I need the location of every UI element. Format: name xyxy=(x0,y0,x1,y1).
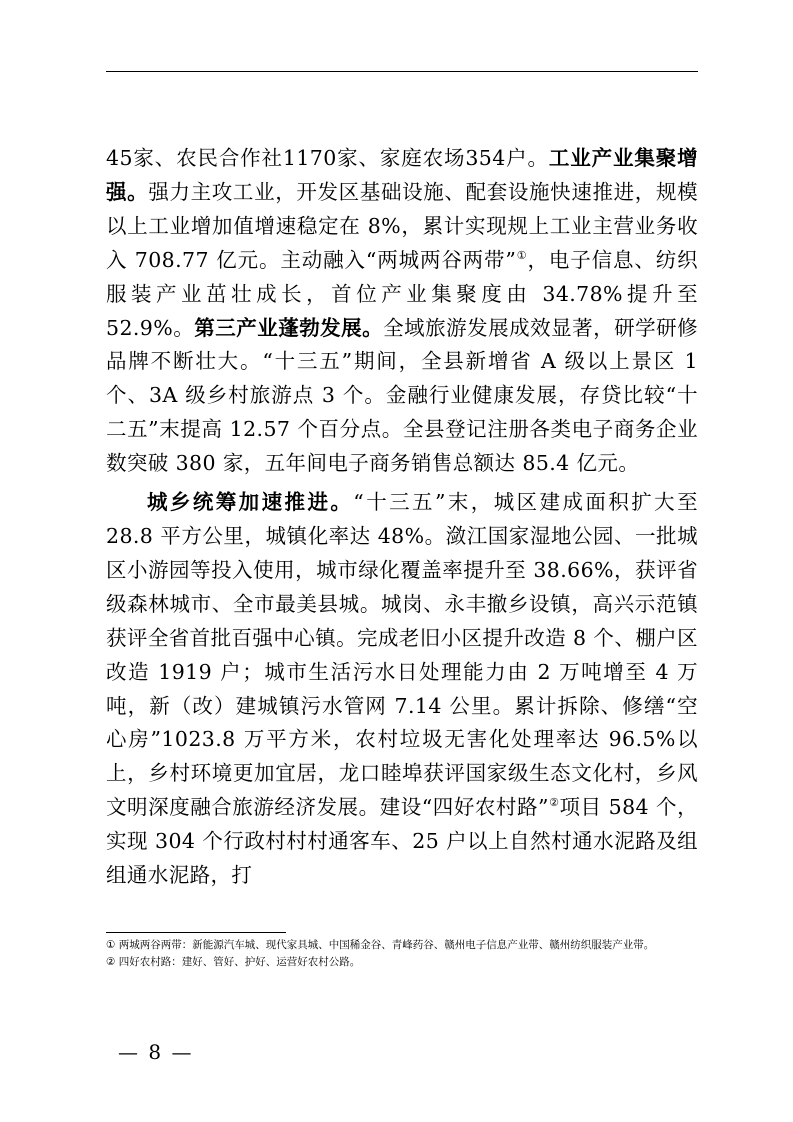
paragraph-2 xyxy=(106,486,698,893)
page-number: — 8 — xyxy=(118,1040,194,1064)
footnote-ref-2: ② xyxy=(548,796,560,810)
footnote-rule xyxy=(106,932,286,933)
footnote-1: ① 两城两谷两带：新能源汽车城、现代家具城、中国稀金谷、青峰药谷、赣州电子信息产业带、赣州纺织服装产业带。 xyxy=(106,939,655,951)
heading-industry: 工业产业集聚增强。 xyxy=(106,146,698,204)
footnotes xyxy=(106,937,698,971)
text-span: 强力主攻工业，开发区基础设施、配套设施快速推进，规模以上工业增加值增速稳定在 8%，累计实现规上工业主营业务收入 708.77 亿元。主动融入“两城两谷两带” xyxy=(106,179,698,272)
body-text xyxy=(106,142,698,893)
heading-urban-rural: 城乡统筹加速推进。 xyxy=(147,490,354,515)
text-span: 项目 584 个，实现 304 个行政村村村通客车、25 户以上自然村通水泥路及组组通水泥路，打 xyxy=(106,795,698,888)
text-span: ，电子信息、纺织服装产业茁壮成长，首位产业集聚度由 34.78%提升至 52.9%。 xyxy=(106,247,699,340)
text-span: “十三五”末，城区建成面积扩大至 28.8 平方公里，城镇化率达 48%。潋江国家湿地公园、一批城区小游园等投入使用，城市绿化覆盖率提升至 38.66%，获评省级森林城市、全市最美县城。城岗、永丰撤乡设镇，高兴示范镇获评全省首批百强中心镇。完成老旧小区提升改造 8 个、棚户区改造 1919 户；城市生活污水日处理能力由 2 万吨增至 4 万吨，新（改）建城镇污水管网 7.14 公里。累计拆除、修缮“空心房”1023.8 万平方米，农村垃圾无害化处理率达 96.5%以上，乡村环境更加宜居，龙口睦埠获评国家级生态文化村，乡风文明深度融合旅游经济发展。建设“四好农村路” xyxy=(106,490,698,820)
footnote-2: ② 四好农村路：建好、管好、护好、运营好农村公路。 xyxy=(106,956,361,968)
footnote-ref-1: ① xyxy=(516,248,528,262)
text-span: 45家、农民合作社1170家、家庭农场354户。 xyxy=(106,146,549,170)
header-rule xyxy=(106,71,698,72)
text-span: 全域旅游发展成效显著，研学研修品牌不断壮大。“十三五”期间，全县新增省 A 级以上景区 1 个、3A 级乡村旅游点 3 个。金融行业健康发展，存贷比较“十二五”末提高 12.57 个百分点。全县登记注册各类电子商务企业数突破 380 家，五年间电子商务销售总额达 85.4 亿元。 xyxy=(106,315,698,476)
paragraph-1 xyxy=(106,142,698,481)
heading-tertiary: 第三产业蓬勃发展。 xyxy=(194,315,384,340)
